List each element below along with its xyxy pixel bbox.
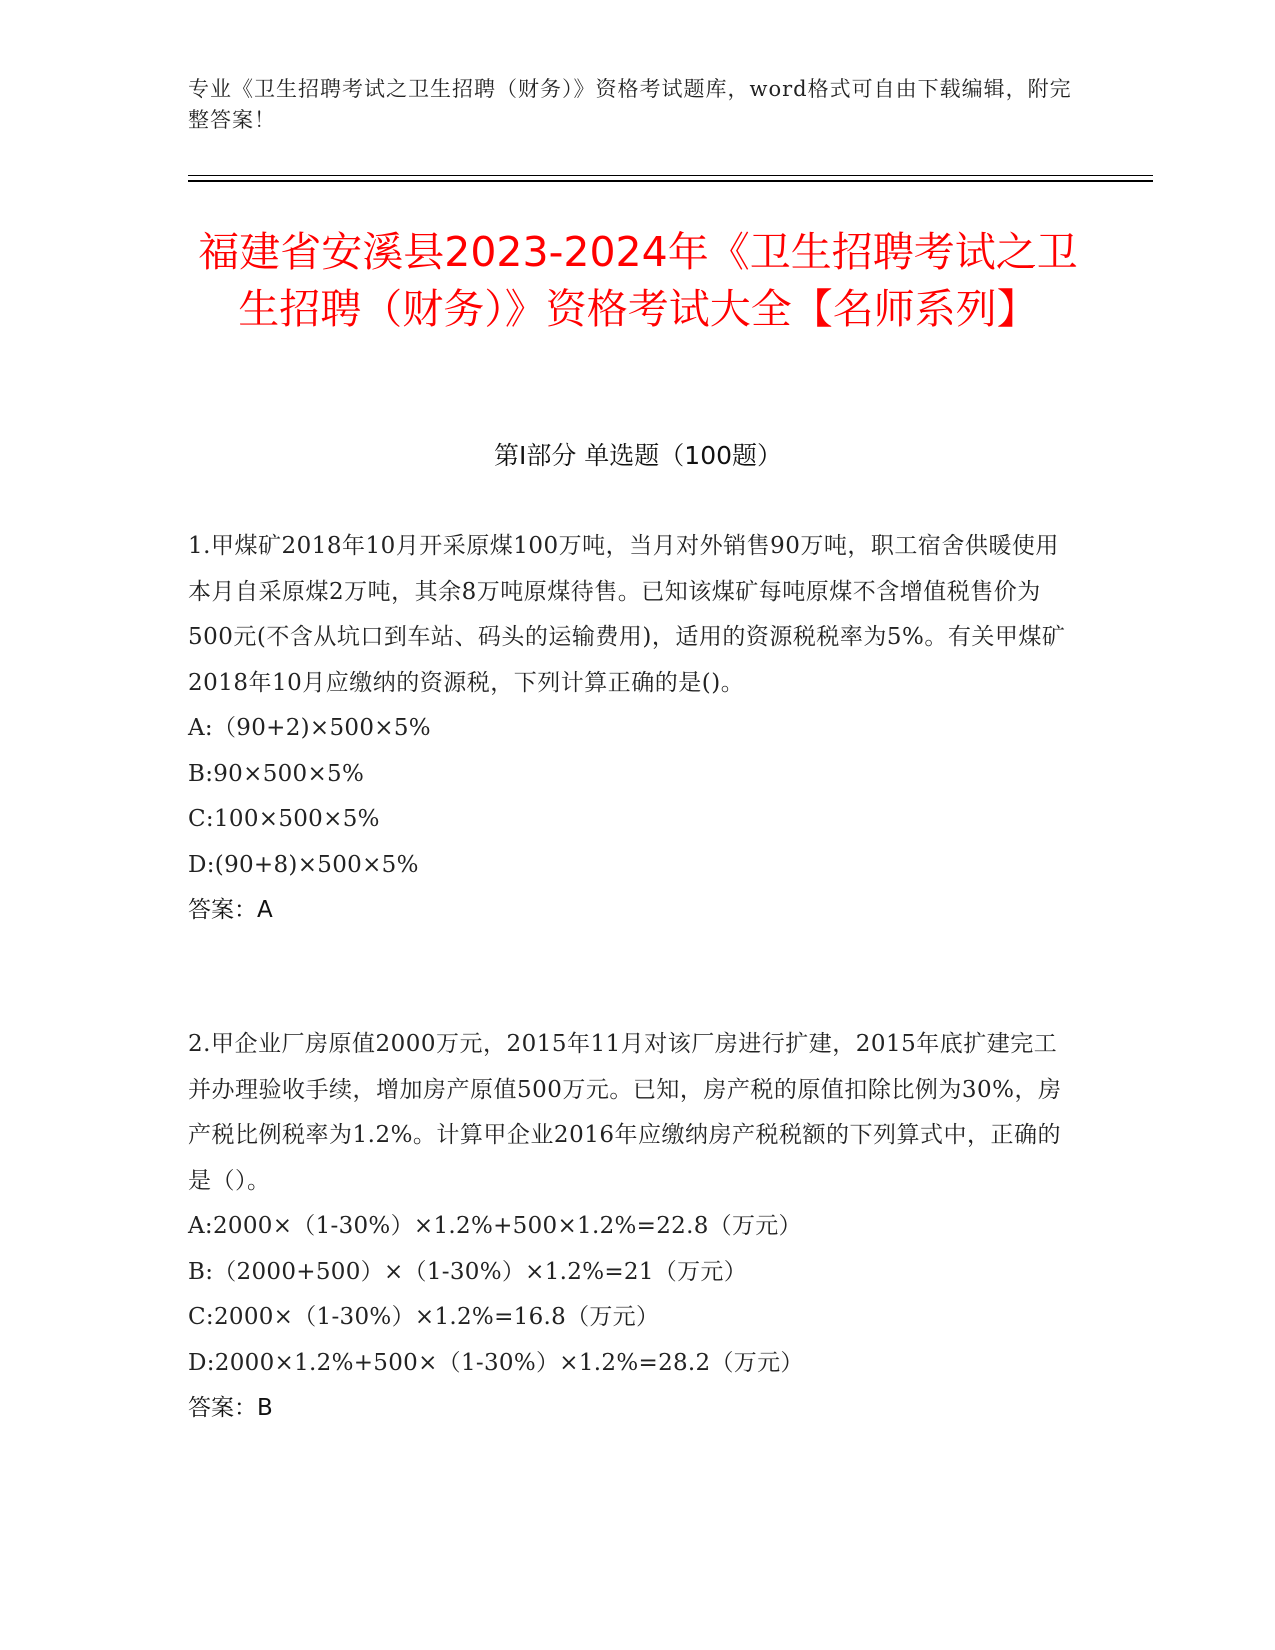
header-rule-thick [188, 180, 1153, 182]
option-d: D:(90+8)×500×5% [188, 851, 419, 878]
option-d: D:2000×1.2%+500×（1-30%）×1.2%=28.2（万元） [188, 1349, 804, 1376]
question-stem: 1.甲煤矿2018年10月开采原煤100万吨，当月对外销售90万吨，职工宿舍供暖使用本月自采原煤2万吨，其余8万吨原煤待售。已知该煤矿每吨原煤不含增值税售价为500元(不含从坑口到车站、码头的运输费用)，适用的资源税税率为5%。有关甲煤矿2018年10月应缴纳的资源税，下列计算正确的是()。 [188, 533, 1066, 696]
option-a: A:（90+2)×500×5% [188, 715, 431, 741]
question-2 [188, 1022, 1068, 1432]
header-note: 专业《卫生招聘考试之卫生招聘（财务）》资格考试题库，word格式可自由下载编辑，附完整答案！ [188, 77, 1072, 132]
document-title: 福建省安溪县2023-2024年《卫生招聘考试之卫生招聘（财务）》资格考试大全【名师系列】 [198, 228, 1078, 333]
option-c: C:2000×（1-30%）×1.2%=16.8（万元） [188, 1304, 660, 1330]
option-b: B:（2000+500）×（1-30%）×1.2%=21（万元） [188, 1258, 747, 1285]
answer: 答案：B [188, 1395, 273, 1421]
option-b: B:90×500×5% [188, 760, 365, 787]
answer: 答案：A [188, 897, 273, 923]
option-a: A:2000×（1-30%）×1.2%+500×1.2%=22.8（万元） [188, 1213, 802, 1239]
section-heading: 第Ⅰ部分 单选题（100题） [493, 441, 783, 470]
option-c: C:100×500×5% [188, 806, 380, 832]
question-stem: 2.甲企业厂房原值2000万元，2015年11月对该厂房进行扩建，2015年底扩建完工并办理验收手续，增加房产原值500万元。已知，房产税的原值扣除比例为30%，房产税比例税率为1.2%。计算甲企业2016年应缴纳房产税税额的下列算式中，正确的是（）。 [188, 1031, 1062, 1194]
header-rule-thin [188, 175, 1153, 176]
question-1 [188, 524, 1068, 934]
